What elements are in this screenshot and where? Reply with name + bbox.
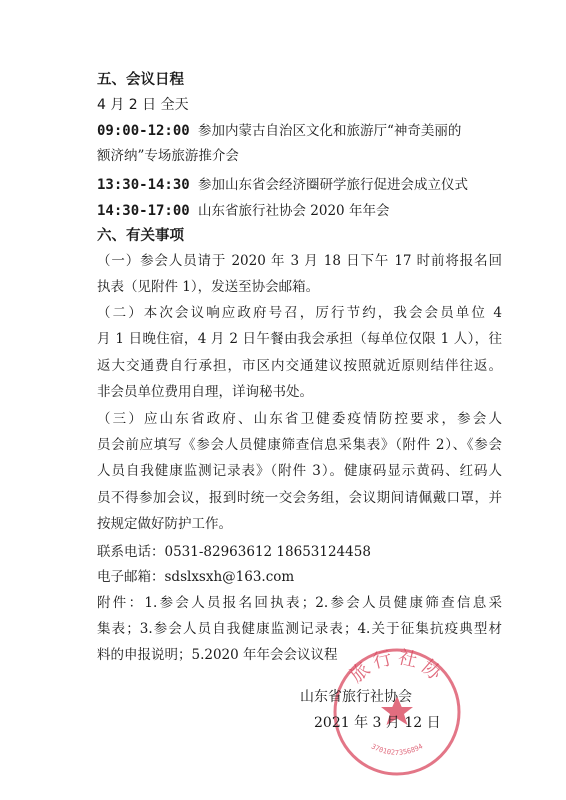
paragraph-line: 员会前应填写《参会人员健康筛查信息采集表》（附件 2）、《参会 <box>97 437 502 453</box>
svg-text:3701027356894 <box>370 742 424 756</box>
section6-heading: 六、有关事项 <box>97 228 184 244</box>
contact-email: 电子邮箱：sdslxsxh@163.com <box>97 569 295 585</box>
paragraph-line: 人员自我健康监测记录表》（附件 3）。健康码显示黄码、红码人 <box>97 463 502 479</box>
paragraph-line: 返大交通费自行承担，市区内交通建议按照就近原则结伴往返。 <box>97 358 502 374</box>
paragraph-line: 月 1 日晚住宿，4 月 2 日午餐由我会承担（每单位仅限 1 人），往 <box>97 331 502 347</box>
signature-date: 2021 年 3 月 12 日 <box>314 715 441 731</box>
schedule-time: 14:30-17:00 <box>97 203 190 219</box>
paragraph-line: （二）本次会议响应政府号召，厉行节约，我会会员单位 4 <box>97 305 502 321</box>
signature-org: 山东省旅行社协会 <box>300 689 412 705</box>
paragraph-line: 执表（见附件 1），发送至协会邮箱。 <box>97 279 320 295</box>
svg-text:旅行社协 <box>345 646 448 687</box>
schedule-date: 4 月 2 日 全天 <box>97 97 189 113</box>
attachments-line: 集表；3.参会人员自我健康监测记录表；4.关于征集抗疫典型材 <box>97 621 502 637</box>
schedule-desc-cont: 额济纳”专场旅游推介会 <box>97 148 239 164</box>
schedule-desc: 参加山东省会经济圈研学旅行促进会成立仪式 <box>198 177 468 193</box>
section5-heading: 五、会议日程 <box>97 72 184 88</box>
paragraph-line: （一）参会人员请于 2020 年 3 月 18 日下午 17 时前将报名回 <box>97 253 502 269</box>
attachments-line: 料的申报说明；5.2020 年年会会议议程 <box>97 647 338 663</box>
seal-serial: 3701027356894 <box>369 742 425 757</box>
schedule-time: 13:30-14:30 <box>97 177 190 193</box>
paragraph-line: （三）应山东省政府、山东省卫健委疫情防控要求，参会人 <box>97 411 502 427</box>
schedule-desc: 山东省旅行社协会 2020 年年会 <box>198 203 390 219</box>
schedule-time: 09:00-12:00 <box>97 123 190 139</box>
official-seal <box>327 640 467 780</box>
paragraph-line: 非会员单位费用自理，详询秘书处。 <box>97 384 313 400</box>
attachments-line: 附件：1.参会人员报名回执表；2.参会人员健康筛查信息采 <box>97 595 502 611</box>
paragraph-line: 按规定做好防护工作。 <box>97 516 232 532</box>
schedule-desc: 参加内蒙古自治区文化和旅游厅“神奇美丽的 <box>198 123 462 139</box>
contact-phone: 联系电话：0531-82963612 18653124458 <box>97 544 371 560</box>
paragraph-line: 员不得参加会议，报到时统一交会务组，会议期间请佩戴口罩，并 <box>97 490 502 506</box>
seal-text: 旅行社协 <box>345 646 449 688</box>
